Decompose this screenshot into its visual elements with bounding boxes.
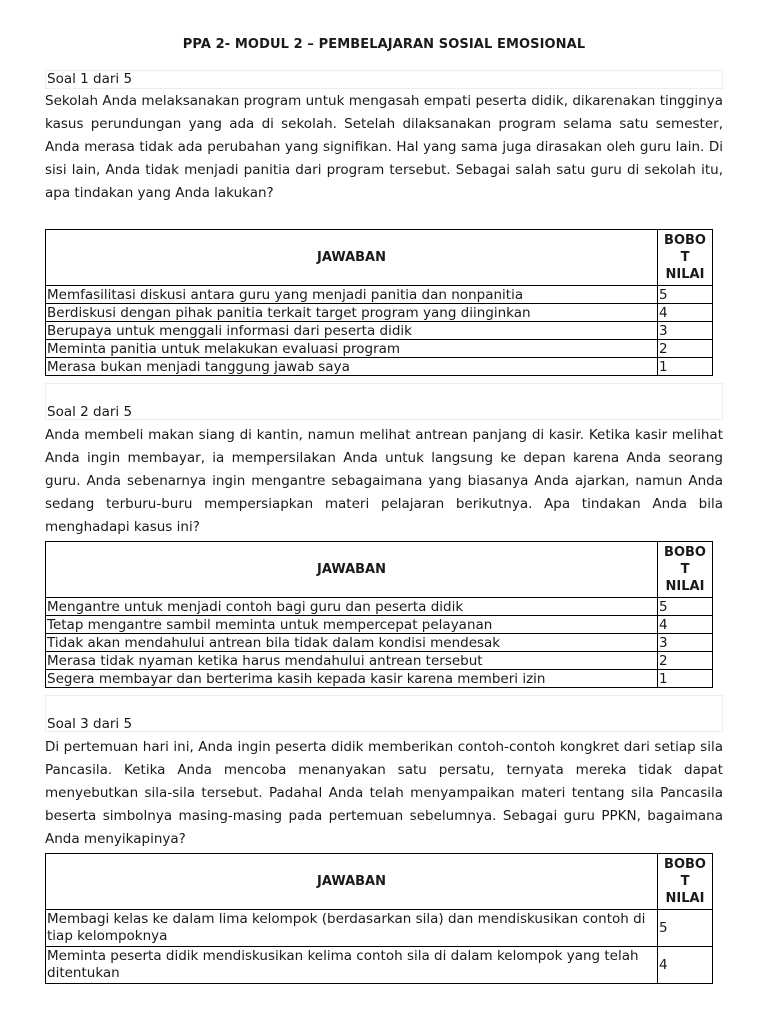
bobot-header-line-2: T bbox=[680, 250, 690, 265]
soal-2-header: Soal 2 dari 5 bbox=[45, 383, 723, 420]
table-row bbox=[46, 358, 713, 376]
answer-text: Merasa bukan menjadi tanggung jawab saya bbox=[46, 358, 658, 376]
answer-score: 5 bbox=[658, 286, 713, 304]
answer-text: Berupaya untuk menggali informasi dari peserta didik bbox=[46, 322, 658, 340]
answer-text: Membagi kelas ke dalam lima kelompok (berdasarkan sila) dan mendiskusikan contoh di tiap kelompoknya bbox=[46, 910, 658, 947]
answer-text: Segera membayar dan berterima kasih kepada kasir karena memberi izin bbox=[46, 670, 658, 688]
bobot-nilai-header bbox=[658, 542, 713, 598]
table-row bbox=[46, 670, 713, 688]
answer-score: 5 bbox=[658, 910, 713, 947]
answer-score: 4 bbox=[658, 304, 713, 322]
soal-3-question: Di pertemuan hari ini, Anda ingin peserta didik memberikan contoh-contoh kongkret dari setiap sila Pancasila. Ketika Anda mencoba menanyakan satu persatu, ternyata mereka tidak dapat menyebutkan sila-sila tersebut. Padahal Anda telah menyampaikan materi tentang sila Pancasila beserta simbolnya masing-masing pada pertemuan sebelumnya. Sebagai guru PPKN, bagaimana Anda menyikapinya? bbox=[45, 739, 723, 847]
bobot-nilai-header bbox=[658, 230, 713, 286]
answer-score: 1 bbox=[658, 670, 713, 688]
bobot-header-line-3: NILAI bbox=[665, 267, 705, 282]
bobot-header-line-2: T bbox=[680, 874, 690, 889]
answer-text: Merasa tidak nyaman ketika harus mendahului antrean tersebut bbox=[46, 652, 658, 670]
jawaban-header: JAWABAN bbox=[46, 854, 658, 910]
answer-text: Berdiskusi dengan pihak panitia terkait target program yang diinginkan bbox=[46, 304, 658, 322]
table-row bbox=[46, 947, 713, 984]
table-row bbox=[46, 634, 713, 652]
table-row bbox=[46, 616, 713, 634]
table-header-row bbox=[46, 542, 713, 598]
table-row bbox=[46, 340, 713, 358]
table-row bbox=[46, 652, 713, 670]
soal-1-question: Sekolah Anda melaksanakan program untuk mengasah empati peserta didik, dikarenakan tingginya kasus perundungan yang ada di sekolah. Setelah dilaksanakan program selama satu semester, Anda merasa tidak ada perubahan yang signifikan. Hal yang sama juga dirasakan oleh guru lain. Di sisi lain, Anda tidak menjadi panitia dari program tersebut. Sebagai salah satu guru di sekolah itu, apa tindakan yang Anda lakukan? bbox=[45, 93, 723, 201]
answer-text: Meminta panitia untuk melakukan evaluasi program bbox=[46, 340, 658, 358]
answer-score: 4 bbox=[658, 947, 713, 984]
answer-score: 2 bbox=[658, 652, 713, 670]
answer-text: Tidak akan mendahului antrean bila tidak dalam kondisi mendesak bbox=[46, 634, 658, 652]
table-header-row bbox=[46, 854, 713, 910]
answer-score: 3 bbox=[658, 322, 713, 340]
answer-score: 4 bbox=[658, 616, 713, 634]
soal-3-answer-table bbox=[45, 853, 713, 984]
table-header-row bbox=[46, 230, 713, 286]
answer-text: Tetap mengantre sambil meminta untuk mempercepat pelayanan bbox=[46, 616, 658, 634]
table-row bbox=[46, 910, 713, 947]
answer-text: Meminta peserta didik mendiskusikan kelima contoh sila di dalam kelompok yang telah ditentukan bbox=[46, 947, 658, 984]
soal-1-header: Soal 1 dari 5 bbox=[45, 70, 723, 89]
bobot-header-line-1: BOBO bbox=[664, 545, 706, 560]
jawaban-header: JAWABAN bbox=[46, 230, 658, 286]
soal-2-question: Anda membeli makan siang di kantin, namun melihat antrean panjang di kasir. Ketika kasir melihat Anda ingin membayar, ia mempersilakan Anda untuk langsung ke depan karena Anda seorang guru. Anda sebenarnya ingin mengantre sebagaimana yang biasanya Anda ajarkan, namun Anda sedang terburu-buru mempersiapkan materi pelajaran berikutnya. Apa tindakan Anda bila menghadapi kasus ini? bbox=[45, 427, 723, 535]
answer-score: 2 bbox=[658, 340, 713, 358]
jawaban-header: JAWABAN bbox=[46, 542, 658, 598]
table-row bbox=[46, 598, 713, 616]
bobot-header-line-3: NILAI bbox=[665, 891, 705, 906]
answer-score: 1 bbox=[658, 358, 713, 376]
table-row bbox=[46, 304, 713, 322]
table-row bbox=[46, 286, 713, 304]
table-row bbox=[46, 322, 713, 340]
answer-score: 5 bbox=[658, 598, 713, 616]
bobot-header-line-1: BOBO bbox=[664, 233, 706, 248]
bobot-nilai-header bbox=[658, 854, 713, 910]
bobot-header-line-3: NILAI bbox=[665, 579, 705, 594]
soal-2-answer-table bbox=[45, 541, 713, 688]
soal-1-answer-table bbox=[45, 229, 713, 376]
answer-score: 3 bbox=[658, 634, 713, 652]
answer-text: Memfasilitasi diskusi antara guru yang menjadi panitia dan nonpanitia bbox=[46, 286, 658, 304]
bobot-header-line-2: T bbox=[680, 562, 690, 577]
document-title: PPA 2- MODUL 2 – PEMBELAJARAN SOSIAL EMOSIONAL bbox=[182, 37, 586, 52]
soal-3-header: Soal 3 dari 5 bbox=[45, 695, 723, 732]
bobot-header-line-1: BOBO bbox=[664, 857, 706, 872]
answer-text: Mengantre untuk menjadi contoh bagi guru dan peserta didik bbox=[46, 598, 658, 616]
